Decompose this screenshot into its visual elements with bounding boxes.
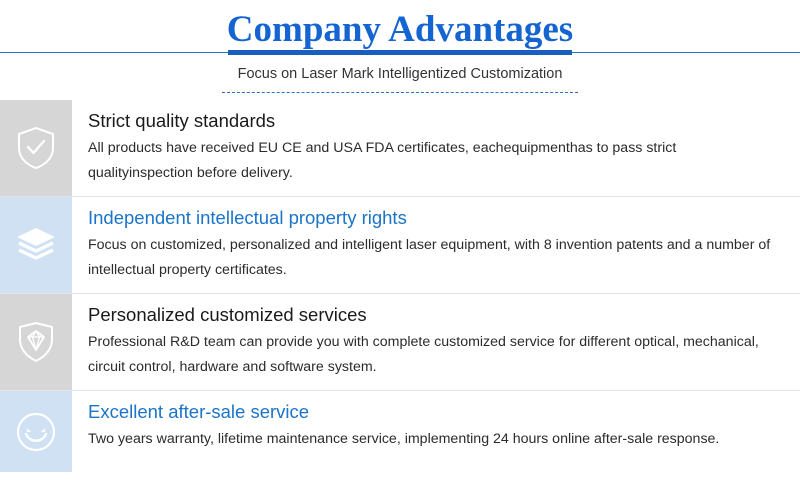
page-subtitle: Focus on Laser Mark Intelligentized Customization [237, 66, 563, 82]
advantage-title: Strict quality standards [88, 110, 276, 131]
advantage-title: Excellent after-sale service [88, 401, 310, 422]
advantage-description: All products have received EU CE and USA FDA certificates, eachequipmenthas to pass strict qualityinspection before delivery. [88, 140, 677, 181]
smile-face-icon [0, 391, 72, 472]
layers-stack-icon [0, 197, 72, 293]
advantage-description: Two years warranty, lifetime maintenance service, implementing 24 hours online after-sale response. [88, 431, 720, 447]
shield-check-icon [0, 100, 72, 196]
advantage-description: Professional R&D team can provide you with complete customized service for different optical, mechanical, circuit control, hardware and software system. [88, 334, 759, 375]
advantages-list [0, 100, 800, 472]
list-item [0, 294, 800, 391]
page-title: Company Advantages [226, 9, 574, 50]
bottom-spacer [0, 472, 800, 490]
title-divider [0, 50, 800, 55]
advantage-text [72, 197, 800, 293]
advantage-title: Personalized customized services [88, 304, 367, 325]
list-item [0, 100, 800, 197]
advantage-title: Independent intellectual property rights [88, 207, 407, 228]
advantage-text [72, 294, 800, 390]
advantage-text [72, 100, 800, 196]
list-item [0, 197, 800, 294]
advantage-text [72, 391, 800, 462]
page-header [0, 0, 800, 100]
advantage-description: Focus on customized, personalized and intelligent laser equipment, with 8 invention patents and a number of intellectual property certificates. [88, 237, 771, 278]
divider-center-bar [228, 50, 572, 55]
divider-left-line [0, 52, 228, 53]
divider-right-line [572, 52, 800, 53]
subtitle-dashed-underline [222, 92, 578, 93]
diamond-icon [0, 294, 72, 390]
list-item [0, 391, 800, 472]
